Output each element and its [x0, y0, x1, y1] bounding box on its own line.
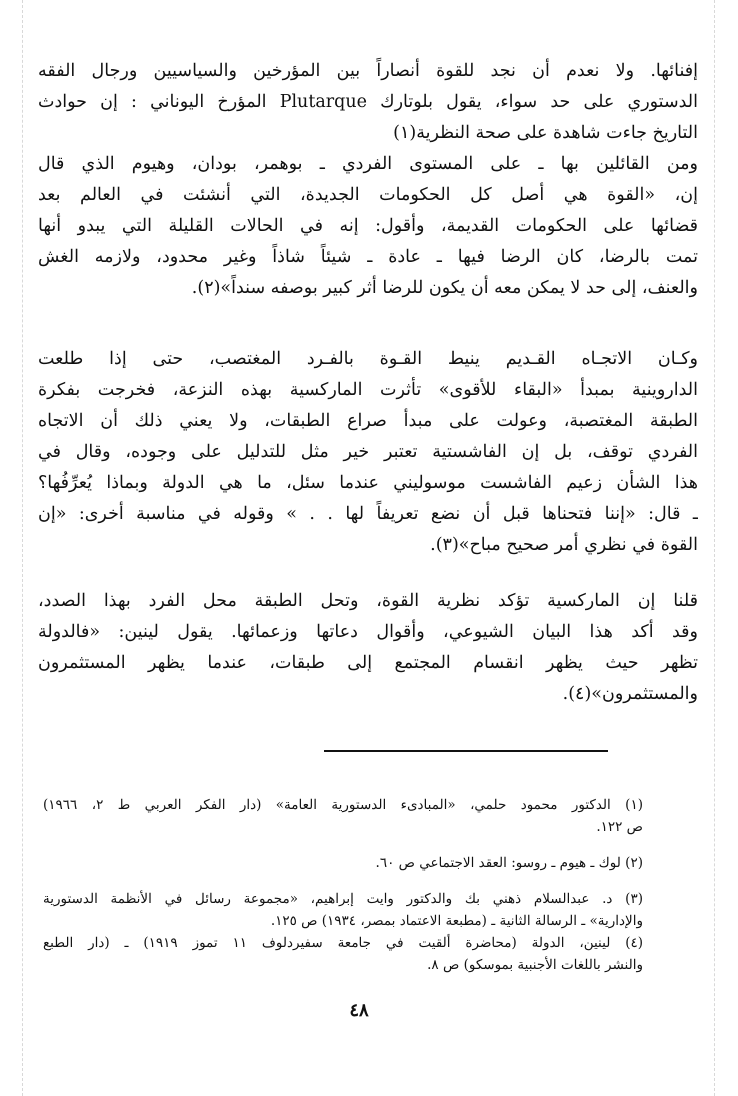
body-paragraph-1 — [38, 56, 698, 149]
footnote-3 — [43, 888, 643, 932]
footnote-line: ص ١٢٢. — [596, 819, 643, 835]
footnote-2 — [43, 852, 643, 874]
text-line: تظهر حيث يظهر انقسام المجتمع إلى طبقات، عندما يظهر المستثمرون — [38, 653, 698, 673]
text-line: الداروينية بمبدأ «البقاء للأقوى» تأثرت الماركسية بهذه النزعة، فخرجت بفكرة — [38, 380, 698, 400]
footnote-line: (٢) لوك ـ هيوم ـ روسو: العقد الاجتماعي ص ٦٠. — [375, 855, 643, 871]
footnote-1 — [43, 794, 643, 838]
page-number: ٤٨ — [349, 1000, 369, 1021]
text-line: والمستثمرون»(٤). — [562, 684, 698, 704]
text-line: تمت بالرضا، كان الرضا فيها ـ عادة ـ شيئاً شاذاً وغير محدود، ولازمه الغش — [38, 247, 698, 267]
text-line: الفردي توقف، بل إن الفاشستية تعتبر خير مثل للتدليل على وجوده، وقال في — [38, 442, 698, 462]
text-line: الدستوري على حد سواء، يقول بلوتارك Plutarque المؤرخ اليوناني : إن حوادث — [38, 92, 698, 112]
text-line: القوة في نظري أمر صحيح مباح»(٣). — [430, 535, 698, 555]
scan-guide-line — [22, 0, 23, 1096]
footnote-separator — [324, 750, 608, 752]
footnote-line: (٤) لينين، الدولة (محاضرة ألقيت في جامعة سفيردلوف ١١ تموز ١٩١٩) ـ (دار الطبع — [43, 935, 643, 951]
text-line: التاريخ جاءت شاهدة على صحة النظرية(١) — [393, 123, 698, 143]
body-paragraph-4 — [38, 586, 698, 710]
footnotes — [43, 794, 643, 976]
text-line: وكـان الاتجـاه القـديم ينيط القـوة بالفـرد المغتصب، حتى إذا طلعت — [38, 349, 698, 369]
body-paragraph-2 — [38, 149, 698, 304]
text-line: ـ قال: «إننا فتحناها قبل أن نضع تعريفاً لها . . » وقوله في مناسبة أخرى: «إن — [38, 504, 698, 524]
text-line: قضائها على الحكومات القديمة، وأقول: إنه في الحالات القليلة التي يبدو أنها — [38, 216, 698, 236]
text-line: وقد أكد هذا البيان الشيوعي، وأقوال دعاتها وزعمائها. يقول لينين: «فالدولة — [38, 622, 698, 642]
text-line: الطبقة المغتصبة، وعولت على مبدأ صراع الطبقات، ولا يعني ذلك أن الاتجاه — [38, 411, 698, 431]
footnote-line: (٣) د. عبدالسلام ذهني بك والدكتور وايت إبراهيم، «مجموعة رسائل في الأنظمة الدستورية — [43, 891, 643, 907]
footnote-line: (١) الدكتور محمود حلمي، «المبادىء الدستورية العامة» (دار الفكر العربي ط ٢، ١٩٦٦) — [43, 797, 643, 813]
text-line: هذا الشأن زعيم الفاشست موسوليني عندما سئل، ما هي الدولة وبماذا يُعرِّفُها؟ — [38, 473, 698, 493]
text-line: والعنف، إلى حد لا يمكن معه أن يكون للرضا أثر كبير بوصفه سنداً»(٢). — [191, 278, 698, 298]
footnote-line: والنشر باللغات الأجنبية بموسكو) ص ٨. — [427, 957, 643, 973]
text-line: ومن القائلين بها ـ على المستوى الفردي ـ بوهمر، بودان، وهيوم الذي قال — [38, 154, 698, 174]
text-line: إفنائها. ولا نعدم أن نجد للقوة أنصاراً بين المؤرخين والسياسيين ورجال الفقه — [38, 61, 698, 81]
footnote-line: والإدارية» ـ الرسالة الثانية ـ (مطبعة الاعتماد بمصر، ١٩٣٤) ص ١٢٥. — [270, 913, 643, 929]
footnote-4 — [43, 932, 643, 976]
scan-guide-line — [714, 0, 715, 1096]
text-line: إن، «القوة هي أصل كل الحكومات الجديدة، التي أنشئت في العالم بعد — [38, 185, 698, 205]
body-paragraph-3 — [38, 344, 698, 561]
text-line: قلنا إن الماركسية تؤكد نظرية القوة، وتحل الطبقة محل الفرد بهذا الصدد، — [38, 591, 698, 611]
